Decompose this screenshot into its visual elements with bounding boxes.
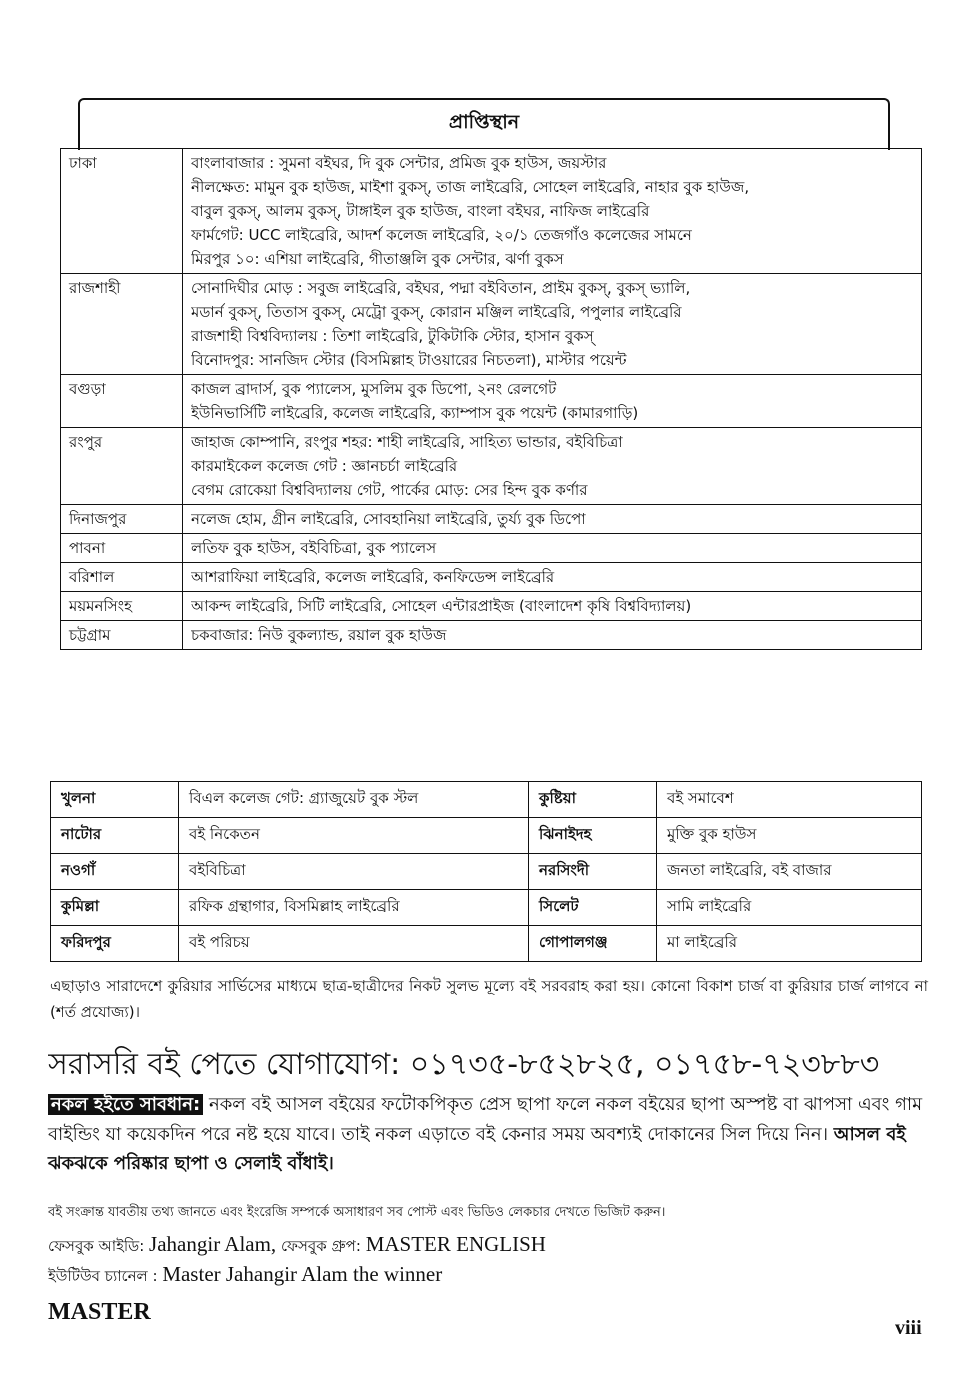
youtube-line (48, 1262, 748, 1290)
grid-city: কুষ্টিয়া (529, 782, 657, 818)
shop-line: নীলক্ষেত: মামুন বুক হাউজ, মাইশা বুকস্, তাজ লাইব্রেরি, সোহেল লাইব্রেরি, নাহার বুক হাউজ, (191, 178, 750, 196)
shop-line: কাজল ব্রাদার্স, বুক প্যালেস, মুসলিম বুক ডিপো, ২নং রেলগেট (191, 380, 557, 398)
grid-shop: বিএল কলেজ গেট: গ্র্যাজুয়েট বুক স্টল (179, 782, 529, 818)
shop-line: চকবাজার: নিউ বুকল্যান্ড, রয়াল বুক হাউজ (191, 626, 447, 644)
region-city: ময়মনসিংহ (61, 592, 183, 621)
shop-line: বাংলাবাজার : সুমনা বইঘর, দি বুক সেন্টার, প্রমিজ বুক হাউস, জয়স্টার (191, 154, 607, 172)
facebook-id-value: Jahangir Alam, (149, 1232, 277, 1256)
grid-city: নওগাঁ (51, 854, 179, 890)
grid-shop: রফিক গ্রন্থাগার, বিসমিল্লাহ লাইব্রেরি (179, 890, 529, 926)
facebook-group-label: ফেসবুক গ্রুপ: (280, 1237, 361, 1255)
courier-note: এছাড়াও সারাদেশে কুরিয়ার সার্ভিসের মাধ্যমে ছাত্র-ছাত্রীদের নিকট সুলভ মূল্যে বই সরবরাহ করা হয়। কোনো বিকাশ চার্জ বা কুরিয়ার চার্জ লাগবে না (শর্ত প্রযোজ্য)। (50, 977, 928, 1021)
grid-row (51, 926, 922, 962)
distributor-table (60, 148, 922, 650)
region-shops (183, 534, 922, 563)
region-shops (183, 149, 922, 274)
shop-line: আকন্দ লাইব্রেরি, সিটি লাইব্রেরি, সোহেল এন্টারপ্রাইজ (বাংলাদেশ কৃষি বিশ্ববিদ্যালয়) (191, 597, 692, 615)
shop-line: লতিফ বুক হাউস, বইবিচিত্রা, বুক প্যালেস (191, 539, 437, 557)
region-row (61, 621, 922, 650)
contact-line: সরাসরি বই পেতে যোগাযোগ: ০১৭৩৫-৮৫২৮২৫, ০১৭৫৮-৭২৩৮৮৩ (48, 1047, 880, 1082)
region-shops (183, 563, 922, 592)
shop-line: কারমাইকেল কলেজ গেট : জ্ঞানচর্চা লাইব্রেরি (191, 457, 458, 475)
page-number: viii (895, 1317, 922, 1339)
region-row (61, 375, 922, 428)
grid-shop: বইবিচিত্রা (179, 854, 529, 890)
region-shops (183, 621, 922, 650)
region-city: ঢাকা (61, 149, 183, 274)
grid-city: সিলেট (529, 890, 657, 926)
region-shops (183, 505, 922, 534)
region-shops (183, 428, 922, 505)
brand-name: MASTER (48, 1299, 151, 1325)
region-city: দিনাজপুর (61, 505, 183, 534)
shop-line: বাবুল বুকস্, আলম বুকস্, টাঙ্গাইল বুক হাউজ, বাংলা বইঘর, নাফিজ লাইব্রেরি (191, 202, 650, 220)
warning-block (48, 1090, 930, 1179)
region-row (61, 505, 922, 534)
warning-strong: আসল বই ঝকঝকে পরিষ্কার ছাপা ও সেলাই বাঁধাই। (48, 1123, 906, 1175)
grid-shop: বই পরিচয় (179, 926, 529, 962)
region-row (61, 563, 922, 592)
region-city: বগুড়া (61, 375, 183, 428)
grid-city: গোপালগঞ্জ (529, 926, 657, 962)
region-shops (183, 592, 922, 621)
distributor-grid (50, 781, 922, 962)
region-row (61, 592, 922, 621)
shop-line: মিরপুর ১০: এশিয়া লাইব্রেরি, গীতাঞ্জলি বুক সেন্টার, ঝর্ণা বুকস (191, 250, 564, 268)
shop-line: বেগম রোকেয়া বিশ্ববিদ্যালয় গেট, পার্কের মোড়: সের হিন্দ বুক কর্ণার (191, 481, 588, 499)
facebook-line (48, 1232, 748, 1260)
region-row (61, 149, 922, 274)
grid-city: ঝিনাইদহ (529, 818, 657, 854)
title-box (78, 98, 890, 150)
region-row (61, 274, 922, 375)
region-city: বরিশাল (61, 563, 183, 592)
region-city: রংপুর (61, 428, 183, 505)
grid-shop: বই সমাবেশ (657, 782, 922, 818)
youtube-label: ইউটিউব চ্যানেল : (48, 1267, 158, 1285)
shop-line: রাজশাহী বিশ্ববিদ্যালয় : তিশা লাইব্রেরি, টুকিটাকি স্টোর, হাসান বুকস্ (191, 327, 594, 345)
shop-line: নলেজ হোম, গ্রীন লাইব্রেরি, সোবহানিয়া লাইব্রেরি, তুর্য্য বুক ডিপো (191, 510, 586, 528)
shop-line: জাহাজ কোম্পানি, রংপুর শহর: শাহী লাইব্রেরি, সাহিত্য ভান্ডার, বইবিচিত্রা (191, 433, 623, 451)
page-title: প্রাপ্তিস্থান (448, 111, 520, 133)
shop-line: ফার্মগেট: UCC লাইব্রেরি, আদর্শ কলেজ লাইব্রেরি, ২০/১ তেজগাঁও কলেজের সামনে (191, 226, 692, 244)
region-city: রাজশাহী (61, 274, 183, 375)
grid-city: নাটোর (51, 818, 179, 854)
grid-shop: জনতা লাইব্রেরি, বই বাজার (657, 854, 922, 890)
region-row (61, 428, 922, 505)
grid-shop: সামি লাইব্রেরি (657, 890, 922, 926)
shop-line: সোনাদিঘীর মোড় : সবুজ লাইব্রেরি, বইঘর, পদ্মা বইবিতান, প্রাইম বুকস্, বুকস্ ভ্যালি, (191, 279, 691, 297)
grid-row (51, 818, 922, 854)
warning-text: নকল বই আসল বইয়ের ফটোকপিকৃত প্রেস ছাপা ফলে নকল বইয়ের ছাপা অস্পষ্ট বা ঝাপসা এবং গাম বাইন্ডিং যা কয়েকদিন পরে নষ্ট হয়ে যাবে। তাই নকল এড়াতে বই কেনার সময় অবশ্যই দোকানের সিল দিয়ে নিন। (48, 1094, 923, 1145)
shop-line: মডার্ন বুকস্, তিতাস বুকস্, মেট্রো বুকস্, কোরান মঞ্জিল লাইব্রেরি, পপুলার লাইব্রেরি (191, 303, 682, 321)
youtube-value: Master Jahangir Alam the winner (162, 1262, 443, 1286)
region-city: চট্টগ্রাম (61, 621, 183, 650)
shop-line: বিনোদপুর: সানজিদ স্টোর (বিসমিল্লাহ টাওয়ারের নিচতলা), মাস্টার পয়েন্ট (191, 351, 627, 369)
facebook-group-value: MASTER ENGLISH (365, 1232, 546, 1256)
grid-row (51, 890, 922, 926)
visit-note: বই সংক্রান্ত যাবতীয় তথ্য জানতে এবং ইংরেজি সম্পর্কে অসাধারণ সব পোস্ট এবং ভিডিও লেকচার দেখতে ভিজিট করুন। (48, 1205, 666, 1220)
grid-city: কুমিল্লা (51, 890, 179, 926)
region-shops (183, 274, 922, 375)
grid-city: ফরিদপুর (51, 926, 179, 962)
region-shops (183, 375, 922, 428)
grid-row (51, 854, 922, 890)
region-row (61, 534, 922, 563)
grid-shop: মা লাইব্রেরি (657, 926, 922, 962)
grid-shop: মুক্তি বুক হাউস (657, 818, 922, 854)
shop-line: ইউনিভার্সিটি লাইব্রেরি, কলেজ লাইব্রেরি, ক্যাম্পাস বুক পয়েন্ট (কামারগাড়ি) (191, 404, 639, 422)
grid-row (51, 782, 922, 818)
shop-line: আশরাফিয়া লাইব্রেরি, কলেজ লাইব্রেরি, কনফিডেন্স লাইব্রেরি (191, 568, 555, 586)
grid-city: নরসিংদী (529, 854, 657, 890)
grid-city: খুলনা (51, 782, 179, 818)
warning-label: নকল হইতে সাবধান: (48, 1094, 203, 1115)
grid-shop: বই নিকেতন (179, 818, 529, 854)
region-city: পাবনা (61, 534, 183, 563)
facebook-id-label: ফেসবুক আইডি: (48, 1237, 145, 1255)
